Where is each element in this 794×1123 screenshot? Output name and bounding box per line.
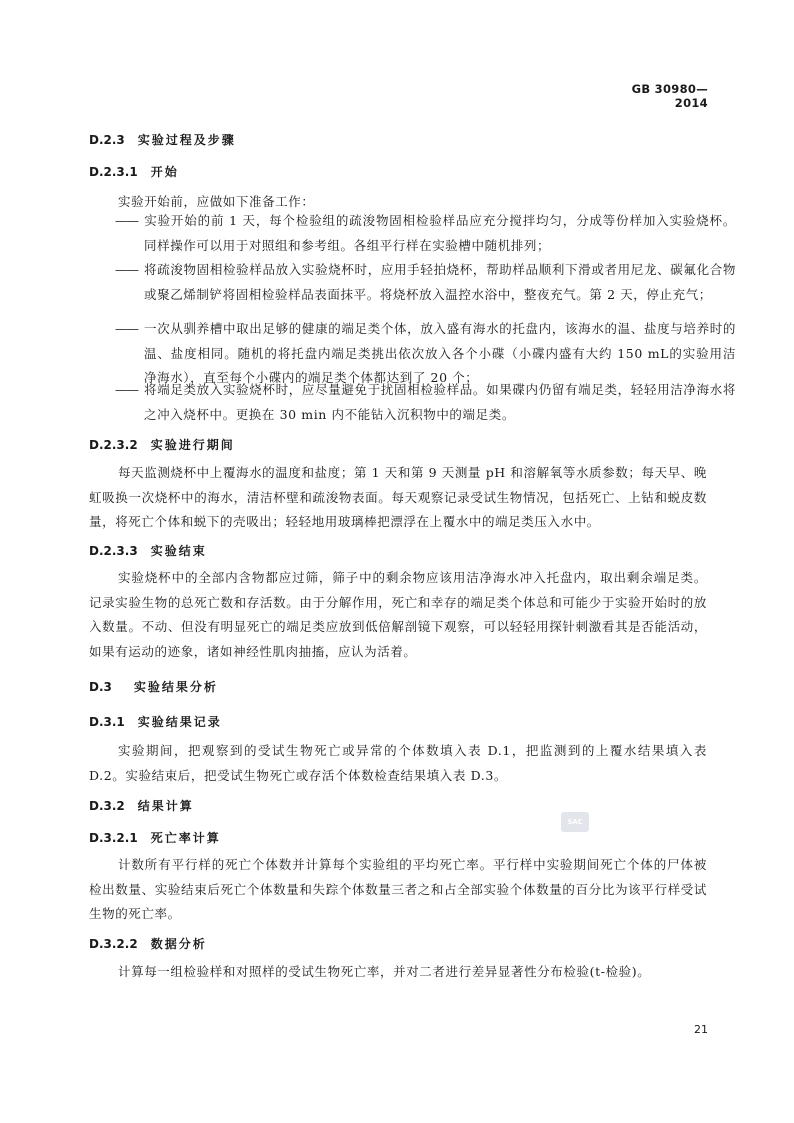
section-heading-d31 (89, 713, 222, 730)
section-number: D.2.3.2 (89, 438, 138, 452)
dash-marker: —— (115, 262, 138, 277)
section-title: 结果计算 (137, 799, 194, 813)
section-heading-d321 (89, 829, 221, 846)
section-heading-d23 (89, 131, 236, 148)
sac-watermark: SAC (561, 812, 589, 832)
section-number: D.3.2.2 (89, 937, 138, 951)
section-heading-d231 (89, 163, 179, 180)
section-number: D.3 (89, 680, 112, 694)
section-title: 实验结果分析 (133, 680, 218, 694)
section-heading-d3 (89, 678, 218, 695)
dash-marker: —— (115, 321, 138, 336)
dash-marker: —— (115, 213, 138, 228)
paragraph-d233: 实验烧杯中的全部内含物都应过筛，筛子中的剩余物应该用洁净海水冲入托盘内，取出剩余端足类。记录实验生物的总死亡数和存活数。由于分解作用，死亡和幸存的端足类个体总和可能少于实验开始时的放入数量。不动、但没有明显死亡的端足类应放到低倍解剖镜下观察，可以轻轻用探针刺激看其是否能活动，如果有运动的迹象，诸如神经性肌肉抽搐，应认为活着。 (89, 570, 707, 659)
section-title: 死亡率计算 (150, 831, 221, 845)
section-heading-d32 (89, 797, 194, 814)
standard-code: GB 30980—2014 (631, 82, 708, 110)
list-item (115, 378, 736, 427)
section-number: D.2.3.3 (89, 544, 138, 558)
page-number: 21 (694, 1023, 708, 1036)
list-item-text: 将端足类放入实验烧杯时，应尽量避免于扰固相检验样品。如果碟内仍留有端足类，轻轻用洁净海水将之冲入烧杯中。更换在 30 min 内不能钻入沉积物中的端足类。 (144, 382, 736, 422)
list-item-text: 实验开始的前 1 天，每个检验组的疏浚物固相检验样品应充分搅拌均匀，分成等份样加入实验烧杯。同样操作可以用于对照组和参考组。各组平行样在实验槽中随机排列； (144, 213, 736, 253)
paragraph-d231-intro: 实验开始前，应做如下准备工作： (118, 194, 315, 209)
section-number: D.3.1 (89, 715, 125, 729)
paragraph-d322: 计算每一组检验样和对照样的受试生物死亡率，并对二者进行差异显著性分布检验(t-检验)。 (118, 964, 651, 979)
dash-marker: —— (115, 382, 138, 397)
list-item-text: 将疏浚物固相检验样品放入实验烧杯时，应用手轻拍烧杯，帮助样品顺利下滑或者用尼龙、碳氟化合物或聚乙烯制铲将固相检验样品表面抹平。将烧杯放入温控水浴中，整夜充气。第 2 天，停止充气； (144, 262, 736, 302)
section-title: 实验结束 (150, 544, 207, 558)
section-number: D.2.3 (89, 133, 125, 147)
section-heading-d233 (89, 542, 207, 559)
list-item-text: 一次从驯养槽中取出足够的健康的端足类个体，放入盛有海水的托盘内，该海水的温、盐度与培养时的温、盐度相同。随机的将托盘内端足类挑出依次放入各个小碟（小碟内盛有大约 150 mL的实验用洁净海水），直至每个小碟内的端足类个体都达到了 20 个； (144, 321, 736, 385)
section-title: 数据分析 (150, 937, 207, 951)
paragraph-d31: 实验期间，把观察到的受试生物死亡或异常的个体数填入表 D.1，把监测到的上覆水结果填入表 D.2。实验结束后，把受试生物死亡或存活个体数检查结果填入表 D.3。 (89, 743, 707, 783)
list-item (115, 209, 736, 258)
section-title: 实验进行期间 (150, 438, 235, 452)
list-item (115, 258, 736, 307)
section-title: 实验结果记录 (137, 715, 222, 729)
paragraph-d321: 计数所有平行样的死亡个体数并计算每个实验组的平均死亡率。平行样中实验期间死亡个体的尸体被检出数量、实验结束后死亡个体数量和失踪个体数量三者之和占全部实验个体数量的百分比为该平行样受试生物的死亡率。 (89, 857, 707, 921)
section-heading-d232 (89, 436, 235, 453)
section-number: D.3.2.1 (89, 831, 138, 845)
section-number: D.2.3.1 (89, 165, 138, 179)
section-title: 实验过程及步骤 (137, 133, 236, 147)
section-heading-d322 (89, 935, 207, 952)
section-title: 开始 (150, 165, 179, 179)
section-number: D.3.2 (89, 799, 125, 813)
paragraph-d232: 每天监测烧杯中上覆海水的温度和盐度；第 1 天和第 9 天测量 pH 和溶解氧等水质参数；每天早、晚虹吸换一次烧杯中的海水，清洁杯壁和疏浚物表面。每天观察记录受试生物情况，包括死亡、上钻和蜕皮数量，将死亡个体和蜕下的壳吸出；轻轻地用玻璃棒把漂浮在上覆水中的端足类压入水中。 (89, 465, 707, 529)
